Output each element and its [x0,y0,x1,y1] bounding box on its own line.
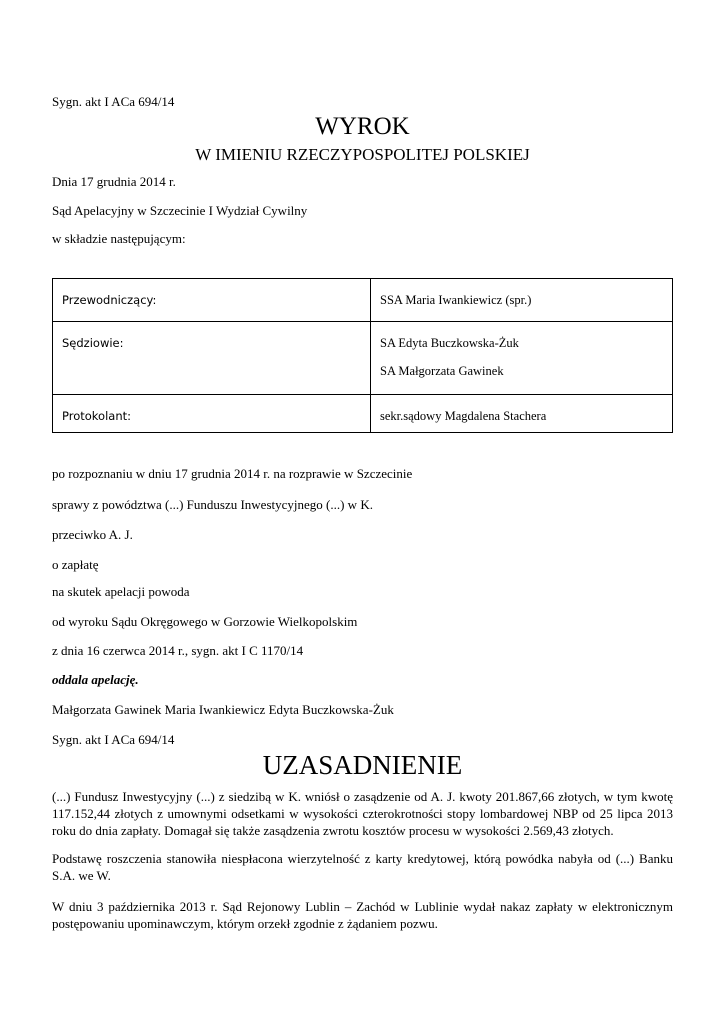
justification-paragraph: (...) Fundusz Inwestycyjny (...) z siedzibą w K. wniósł o zasądzenie od A. J. kwoty 201.867,66 złotych, w tym kwotę 117.152,44 złotych z umownymi odsetkami w wysokości czterokrotności stopy lombardowej NBP od 25 lipca 2013 roku do dnia zapłaty. Domagał się także zasądzenia zwrotu kosztów procesu w wysokości 2.569,43 złotych. [52,789,673,838]
role-cell: Sędziowie: [53,322,371,395]
case-signature-bottom: Sygn. akt I ACa 694/14 [52,732,175,747]
justification-paragraph: W dniu 3 października 2013 r. Sąd Rejonowy Lublin – Zachód w Lublinie wydał nakaz zapłaty w elektronicznym postępowaniu upominawczym, którym orzekł zgodnie z żądaniem pozwu. [52,899,673,931]
names-cell [371,322,673,395]
verdict: oddala apelację. [52,672,139,687]
judge-name: SSA Maria Iwankiewicz (spr.) [380,293,532,307]
body-line: z dnia 16 czerwca 2014 r., sygn. akt I C 1170/14 [52,643,304,658]
names-cell [371,279,673,322]
judge-name: SA Edyta Buczkowska-Żuk [380,336,519,350]
body-line: po rozpoznaniu w dniu 17 grudnia 2014 r. na rozprawie w Szczecinie [52,466,413,481]
role-cell: Protokolant: [53,395,371,433]
justification-paragraph: Podstawę roszczenia stanowiła niespłacona wierzytelność z karty kredytowej, którą powódka nabyła od (...) Banku S.A. we W. [52,851,673,883]
body-line: na skutek apelacji powoda [52,584,190,599]
composition-row-presiding [53,279,673,322]
judge-name: SA Małgorzata Gawinek [380,364,504,378]
judge-signatures: Małgorzata Gawinek Maria Iwankiewicz Edyta Buczkowska-Żuk [52,702,394,717]
composition-intro: w składzie następującym: [52,231,186,246]
clerk-name: sekr.sądowy Magdalena Stachera [380,409,547,423]
composition-row-judges [53,322,673,395]
body-line: od wyroku Sądu Okręgowego w Gorzowie Wielkopolskim [52,614,358,629]
case-signature-top: Sygn. akt I ACa 694/14 [52,94,175,109]
body-line: przeciwko A. J. [52,527,133,542]
judgment-date: Dnia 17 grudnia 2014 r. [52,174,176,189]
judgment-title: WYROK [315,113,410,140]
composition-table [52,278,673,433]
judgment-subtitle: W IMIENIU RZECZYPOSPOLITEJ POLSKIEJ [195,145,530,164]
justification-title: UZASADNIENIE [262,750,463,780]
body-line: sprawy z powództwa (...) Funduszu Inwestycyjnego (...) w K. [52,497,373,512]
body-line: o zapłatę [52,557,99,572]
role-cell: Przewodniczący: [53,279,371,322]
court-name: Sąd Apelacyjny w Szczecinie I Wydział Cywilny [52,203,308,218]
names-cell [371,395,673,433]
composition-row-clerk [53,395,673,433]
